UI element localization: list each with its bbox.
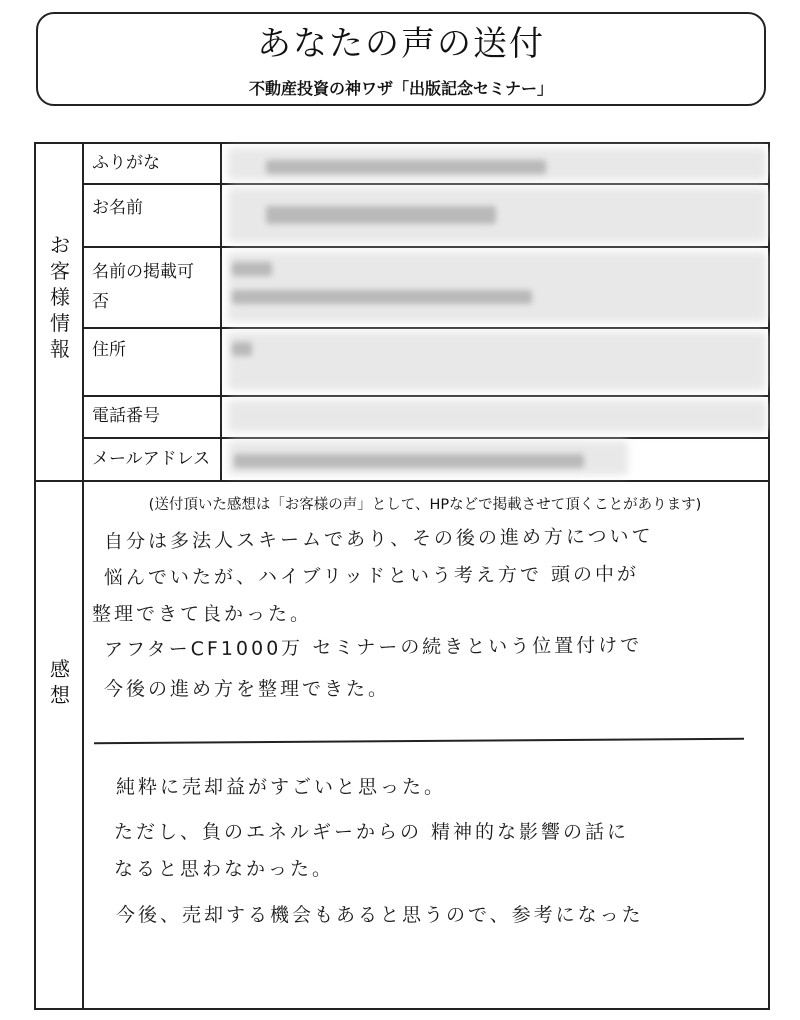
email-label: メールアドレス	[92, 449, 211, 469]
row-divider	[82, 327, 770, 329]
row-divider	[82, 183, 770, 185]
publication-notice: (送付頂いた感想は「お客様の声」として、HPなどで掲載させて頂くことがあります)	[148, 497, 702, 513]
handwritten-line: なると思わなかった。	[114, 858, 335, 880]
form-subtitle: 不動産投資の神ワザ「出版記念セミナー」	[248, 79, 553, 98]
form-header	[36, 12, 766, 106]
phone-value-redacted	[228, 400, 766, 432]
address-value-redacted-text	[232, 342, 252, 356]
address-label: 住所	[92, 340, 126, 360]
column-divider-right	[220, 144, 222, 480]
handwritten-line: アフターCF1000万 セミナーの続きという位置付けで	[103, 634, 643, 661]
column-divider-left	[82, 144, 84, 1008]
publish-consent-value-redacted-text	[232, 290, 532, 304]
phone-label: 電話番号	[92, 406, 160, 426]
impression-section-label: 感想	[50, 657, 70, 707]
publish-consent-value-redacted-text	[232, 262, 272, 276]
publish-consent-value-redacted	[228, 252, 766, 322]
row-divider	[82, 246, 770, 248]
row-divider	[82, 437, 770, 439]
name-publish-consent-label: 名前の掲載可否	[92, 262, 194, 312]
handwritten-line: ただし、負のエネルギーからの 精神的な影響の話に	[114, 821, 630, 843]
form-title: あなたの声の送付	[257, 24, 545, 64]
handwritten-line: 整理できて良かった。	[92, 603, 313, 625]
furigana-value-redacted-text	[266, 160, 546, 174]
customer-info-section-label: お客様情報	[50, 233, 70, 361]
survey-table	[34, 142, 770, 1010]
handwritten-line: 今後、売却する機会もあると思うので、参考になった	[116, 904, 644, 926]
handwritten-line: 今後の進め方を整理できた。	[104, 678, 391, 700]
name-label: お名前	[92, 198, 143, 218]
section-divider	[36, 480, 770, 482]
row-divider	[82, 395, 770, 397]
email-value-redacted-text	[234, 454, 584, 468]
furigana-label: ふりがな	[92, 153, 160, 173]
handwritten-line: 純粋に売却益がすごいと思った。	[116, 776, 447, 798]
handwritten-divider-line	[94, 738, 744, 745]
handwritten-line: 悩んでいたが、ハイブリッドという考え方で 頭の中が	[103, 563, 640, 589]
address-value-redacted	[228, 332, 766, 390]
name-value-redacted-text	[266, 206, 496, 224]
handwritten-line: 自分は多法人スキームであり、その後の進め方について	[103, 525, 654, 553]
